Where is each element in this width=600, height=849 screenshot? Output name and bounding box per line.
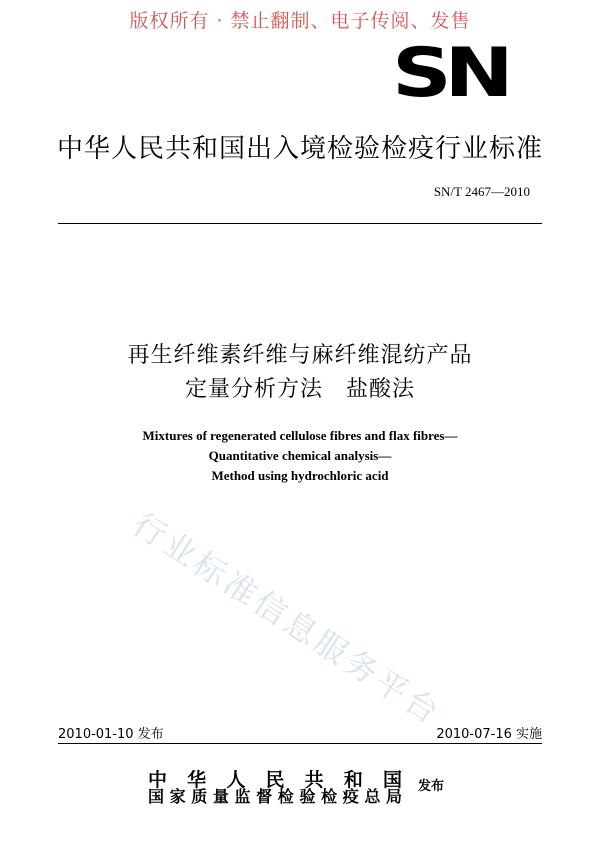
copyright-banner: 版权所有 · 禁止翻制、电子传阅、发售 — [129, 10, 471, 32]
publish-label: 发布 — [418, 779, 445, 794]
sn-logo: SN — [392, 34, 507, 113]
bottom-divider — [58, 743, 542, 744]
standard-category: 中华人民共和国出入境检验检疫行业标准 — [56, 134, 543, 164]
title-en-line1: Mixtures of regenerated cellulose fibres and flax fibres— — [142, 428, 458, 443]
title-en-line3: Method using hydrochloric acid — [211, 468, 389, 483]
title-en-line2: Quantitative chemical analysis— — [208, 448, 392, 463]
issuer-agency: 国家质量监督检验检疫总局 — [148, 787, 402, 806]
top-divider — [58, 223, 542, 224]
issuer-country: 中华人民共和国 — [148, 769, 402, 791]
title-cn-line1: 再生纤维素纤维与麻纤维混纺产品 — [127, 343, 473, 368]
standard-number: SN/T 2467—2010 — [433, 184, 530, 199]
issue-date: 2010-01-10 发布 — [58, 727, 164, 742]
watermark-text: 行业标准信息服务平台 — [126, 505, 449, 733]
title-cn-line2: 定量分析方法 盐酸法 — [184, 377, 415, 402]
implement-date: 2010-07-16 实施 — [436, 727, 542, 742]
